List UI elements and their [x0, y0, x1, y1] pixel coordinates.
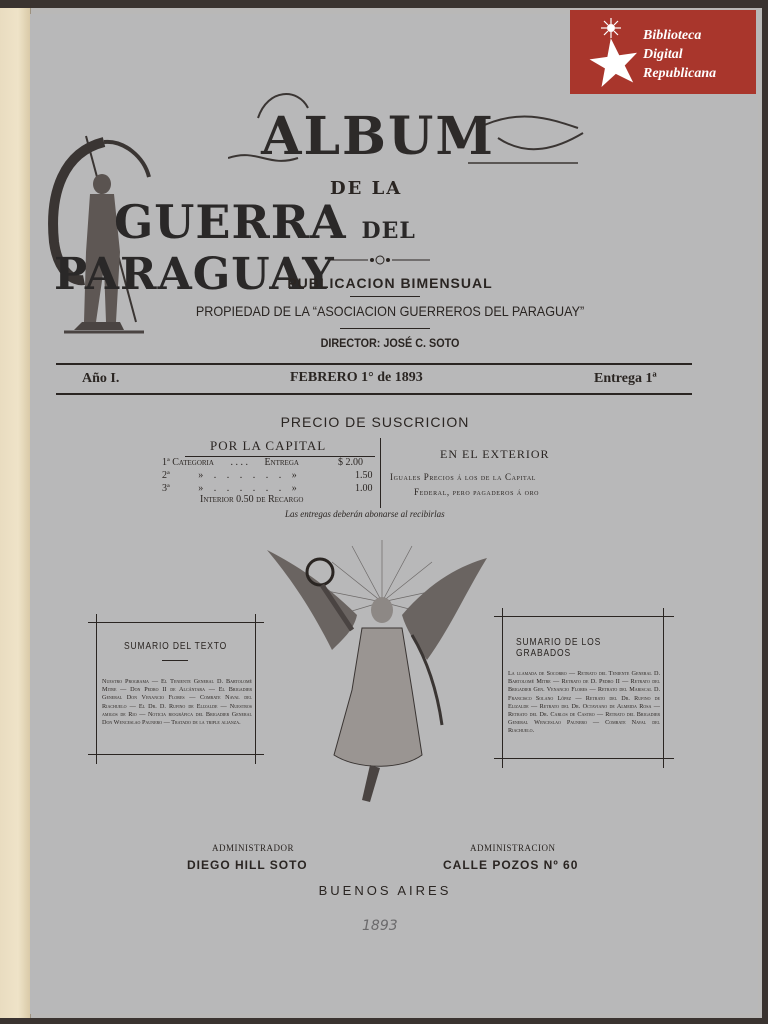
price-value: $ 2.00 [338, 457, 363, 468]
issue-label: Entrega 1ª [594, 371, 657, 386]
title-paraguay: PARAGUAY [54, 249, 335, 300]
divider [340, 328, 430, 329]
price-value: 1.00 [355, 483, 373, 494]
divider [350, 296, 420, 297]
badge-line-2: Digital [643, 47, 683, 62]
title-del: DEL [361, 218, 416, 244]
book-spine [0, 8, 31, 1018]
library-badge[interactable] [570, 10, 756, 94]
administrator-name: DIEGO HILL SOTO [187, 858, 308, 872]
badge-line-1: Biblioteca [643, 28, 702, 43]
sumario-texto-body: Nuestro Programa — El Teniente General D. Bartolomé Mitre — Don Pedro II de Alcántara — El Brigadier General Don Venancio Flores — Combate Naval del Riachuelo — El Dr. D. Rufino de Elizalde — Nuestros amigos de Rio — Noticia biográfica del Brigadier General Don Wenceslao Paunero — Tratado de la triple alianza. [102, 678, 252, 727]
interior-surcharge: Interior 0.50 de Recargo [200, 494, 304, 505]
capital-heading: POR LA CAPITAL [210, 438, 327, 453]
sumario-grabados-box [498, 612, 670, 766]
pricing-heading: PRECIO DE SUSCRICION [280, 414, 470, 430]
ownership-line: PROPIEDAD DE LA “ASOCIACION GUERREROS DEL PARAGUAY” [195, 303, 585, 319]
administrator-label: ADMINISTRADOR [212, 843, 295, 853]
star-logo-icon [578, 16, 644, 92]
winged-victory-illustration [262, 540, 492, 830]
date-label: FEBRERO 1° de 1893 [290, 370, 423, 385]
price-value: 1.50 [355, 470, 373, 481]
info-bar-bottom-rule [56, 393, 692, 395]
city-label: BUENOS AIRES [318, 883, 452, 898]
office-label: ADMINISTRACION [470, 843, 556, 853]
sumario-texto-box [92, 618, 260, 760]
sumario-texto-title: SUMARIO DEL TEXTO [124, 641, 228, 652]
price-row: 2ª » . . . . . . » [162, 470, 301, 481]
exterior-line-2: Federal, pero pagaderos á oro [414, 487, 540, 497]
divider-ornament-icon [330, 254, 430, 266]
pricing-divider [380, 438, 381, 508]
album-title-block [228, 88, 588, 178]
title-guerra: GUERRA [114, 195, 347, 249]
sumario-grabados-body: La llamada de Socorro — Retrato del Teniente General D. Bartolomé Mitre — Retrato de D. Pedro II — Retrato del Brigadier Gen. Venancio Flores — Retrato del Mariscal D. Francisco Solano López — Retrato del Dr. Rufino de Elizalde — Retrato del Dr. Octaviano de Almeida Rosa — Retrato del Dr. Carlos de Castro — Retrato del Brigadier General Wenceslao Paunero — Combate Naval del Riachuelo. [508, 670, 660, 735]
office-address: CALLE POZOS Nº 60 [443, 858, 579, 872]
director-line: DIRECTOR: JOSÉ C. SOTO [320, 336, 460, 350]
pencil-annotation: 1893 [362, 918, 398, 934]
price-row: 3ª » . . . . . . » [162, 483, 301, 494]
exterior-heading: EN EL EXTERIOR [440, 447, 550, 461]
sumario-grabados-title: SUMARIO DE LOS GRABADOS [516, 637, 602, 659]
price-row: 1ª Categoria . . . . Entrega [162, 457, 299, 468]
de-la-text: DE LA [330, 178, 403, 199]
badge-line-3: Republicana [643, 66, 717, 81]
payment-note: Las entregas deberán abonarse al recibirlas [285, 509, 445, 519]
exterior-line-1: Iguales Precios á los de la Capital [390, 472, 537, 482]
publication-frequency: PUBLICACION BIMENSUAL [287, 275, 493, 291]
info-bar-top-rule [56, 363, 692, 365]
album-title: ALBUM [261, 106, 495, 167]
year-label: Año I. [82, 371, 120, 386]
